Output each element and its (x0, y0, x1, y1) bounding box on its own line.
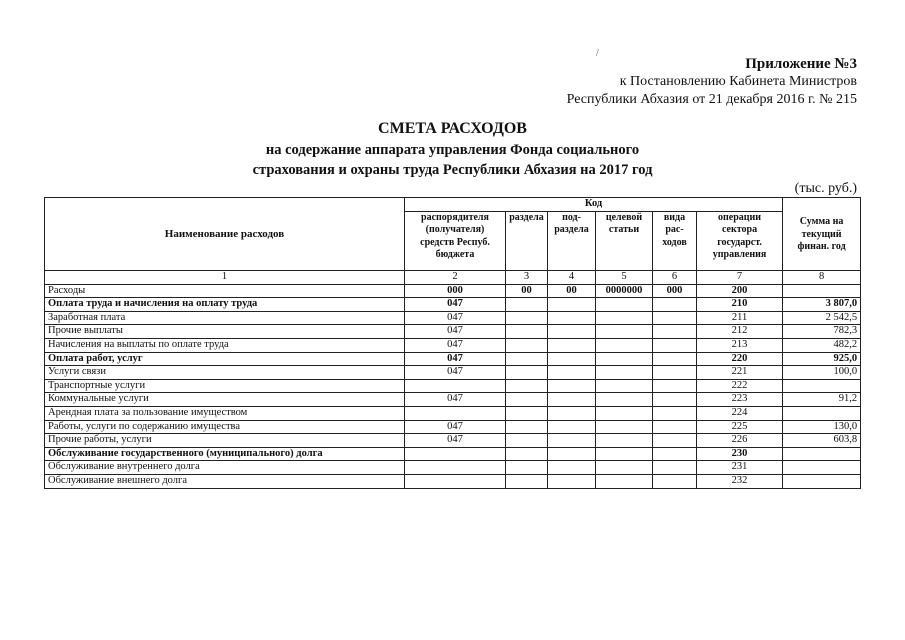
units-label: (тыс. руб.) (794, 181, 857, 196)
cell-subsection (548, 379, 596, 393)
cell-sum (783, 461, 861, 475)
cell-manager: 047 (405, 352, 506, 366)
cell-sum: 130,0 (783, 420, 861, 434)
cell-name: Транспортные услуги (45, 379, 405, 393)
cell-target (596, 366, 653, 380)
header-kind: вида рас-ходов (653, 211, 697, 271)
cell-operation: 230 (697, 447, 783, 461)
cell-sum (783, 284, 861, 298)
cell-operation: 232 (697, 475, 783, 489)
cell-name: Прочие работы, услуги (45, 434, 405, 448)
cell-sum: 100,0 (783, 366, 861, 380)
cell-kind: 000 (653, 284, 697, 298)
cell-name: Коммунальные услуги (45, 393, 405, 407)
cell-sum (783, 475, 861, 489)
cell-operation: 225 (697, 420, 783, 434)
cell-kind (653, 393, 697, 407)
cell-subsection (548, 352, 596, 366)
cell-operation: 223 (697, 393, 783, 407)
cell-subsection (548, 366, 596, 380)
header-operation: операции сектора государст. управления (697, 211, 783, 271)
cell-operation: 220 (697, 352, 783, 366)
cell-operation: 213 (697, 339, 783, 353)
annex-title: Приложение №3 (745, 56, 857, 72)
cell-sum: 91,2 (783, 393, 861, 407)
cell-manager: 047 (405, 339, 506, 353)
annex-line-2: Республики Абхазия от 21 декабря 2016 г. № 215 (566, 92, 857, 107)
cell-manager (405, 407, 506, 421)
col-number: 8 (783, 271, 861, 285)
cell-kind (653, 379, 697, 393)
cell-operation: 211 (697, 311, 783, 325)
header-sum-top (783, 198, 861, 212)
cell-sum: 3 807,0 (783, 298, 861, 312)
col-number: 4 (548, 271, 596, 285)
cell-kind (653, 366, 697, 380)
cell-target (596, 393, 653, 407)
cell-name: Оплата труда и начисления на оплату труда (45, 298, 405, 312)
table-row (45, 420, 861, 434)
col-number: 7 (697, 271, 783, 285)
cell-kind (653, 407, 697, 421)
cell-section (506, 475, 548, 489)
document-title: СМЕТА РАСХОДОВ (378, 120, 527, 137)
cell-sum (783, 407, 861, 421)
cell-manager: 000 (405, 284, 506, 298)
annex-block (567, 55, 857, 109)
table-row (45, 339, 861, 353)
cell-subsection (548, 407, 596, 421)
cell-subsection: 00 (548, 284, 596, 298)
cell-kind (653, 325, 697, 339)
cell-target (596, 434, 653, 448)
cell-operation: 231 (697, 461, 783, 475)
col-number: 5 (596, 271, 653, 285)
cell-subsection (548, 461, 596, 475)
header-manager: распорядителя (получателя) средств Респуб. бюджета (405, 211, 506, 271)
cell-operation: 212 (697, 325, 783, 339)
budget-table (44, 197, 861, 489)
cell-manager: 047 (405, 311, 506, 325)
cell-target (596, 475, 653, 489)
cell-kind (653, 298, 697, 312)
cell-subsection (548, 447, 596, 461)
pen-mark: / (596, 48, 599, 59)
cell-name: Оплата работ, услуг (45, 352, 405, 366)
cell-sum: 925,0 (783, 352, 861, 366)
cell-name: Арендная плата за пользование имуществом (45, 407, 405, 421)
cell-target (596, 325, 653, 339)
cell-manager (405, 379, 506, 393)
header-target: целевой статьи (596, 211, 653, 271)
col-number: 1 (45, 271, 405, 285)
cell-section (506, 298, 548, 312)
table-row (45, 379, 861, 393)
cell-target (596, 311, 653, 325)
cell-subsection (548, 434, 596, 448)
annex-line-1: к Постановлению Кабинета Министров (619, 74, 857, 89)
cell-manager (405, 447, 506, 461)
cell-section (506, 379, 548, 393)
cell-section (506, 352, 548, 366)
header-sum: Сумма на текущий финан. год (783, 211, 861, 271)
cell-section (506, 447, 548, 461)
header-section: раздела (506, 211, 548, 271)
cell-section (506, 339, 548, 353)
col-number: 6 (653, 271, 697, 285)
cell-target (596, 447, 653, 461)
cell-sum: 2 542,5 (783, 311, 861, 325)
cell-operation: 221 (697, 366, 783, 380)
table-row (45, 366, 861, 380)
cell-section (506, 420, 548, 434)
header-code: Код (405, 198, 783, 212)
cell-target (596, 339, 653, 353)
cell-section: 00 (506, 284, 548, 298)
table-row (45, 475, 861, 489)
cell-kind (653, 475, 697, 489)
cell-manager: 047 (405, 393, 506, 407)
cell-target (596, 379, 653, 393)
table-header-row (45, 198, 861, 212)
cell-manager: 047 (405, 420, 506, 434)
table-row (45, 393, 861, 407)
header-name: Наименование расходов (45, 198, 405, 271)
cell-kind (653, 339, 697, 353)
col-number: 3 (506, 271, 548, 285)
cell-kind (653, 434, 697, 448)
cell-name: Обслуживание внутреннего долга (45, 461, 405, 475)
cell-operation: 224 (697, 407, 783, 421)
document-heading (0, 118, 905, 180)
cell-target (596, 407, 653, 421)
cell-subsection (548, 475, 596, 489)
table-row (45, 434, 861, 448)
table-row (45, 325, 861, 339)
table-row (45, 298, 861, 312)
cell-sum: 603,8 (783, 434, 861, 448)
document-subtitle-1: на содержание аппарата управления Фонда социального (265, 142, 640, 158)
cell-subsection (548, 311, 596, 325)
table-row (45, 461, 861, 475)
cell-name: Начисления на выплаты по оплате труда (45, 339, 405, 353)
cell-sum: 482,2 (783, 339, 861, 353)
cell-target (596, 461, 653, 475)
header-subsection: под-раздела (548, 211, 596, 271)
cell-kind (653, 352, 697, 366)
cell-operation: 226 (697, 434, 783, 448)
document-subtitle-2: страхования и охраны труда Республики Абхазия на 2017 год (252, 162, 653, 178)
cell-manager (405, 461, 506, 475)
cell-kind (653, 420, 697, 434)
cell-sum (783, 379, 861, 393)
cell-name: Расходы (45, 284, 405, 298)
cell-section (506, 461, 548, 475)
cell-name: Прочие выплаты (45, 325, 405, 339)
cell-subsection (548, 393, 596, 407)
cell-manager: 047 (405, 434, 506, 448)
cell-section (506, 311, 548, 325)
cell-sum (783, 447, 861, 461)
cell-kind (653, 447, 697, 461)
cell-section (506, 325, 548, 339)
cell-section (506, 407, 548, 421)
cell-target (596, 298, 653, 312)
table-row (45, 407, 861, 421)
cell-name: Обслуживание внешнего долга (45, 475, 405, 489)
cell-manager (405, 475, 506, 489)
cell-section (506, 366, 548, 380)
cell-subsection (548, 339, 596, 353)
table-row (45, 447, 861, 461)
table-row (45, 352, 861, 366)
cell-subsection (548, 298, 596, 312)
col-number: 2 (405, 271, 506, 285)
cell-operation: 210 (697, 298, 783, 312)
cell-target (596, 352, 653, 366)
cell-manager: 047 (405, 325, 506, 339)
cell-name: Работы, услуги по содержанию имущества (45, 420, 405, 434)
cell-manager: 047 (405, 366, 506, 380)
cell-operation: 200 (697, 284, 783, 298)
cell-subsection (548, 325, 596, 339)
cell-target: 0000000 (596, 284, 653, 298)
cell-manager: 047 (405, 298, 506, 312)
cell-sum: 782,3 (783, 325, 861, 339)
table-row (45, 284, 861, 298)
table-row (45, 311, 861, 325)
column-number-row (45, 271, 861, 285)
cell-kind (653, 311, 697, 325)
cell-subsection (548, 420, 596, 434)
cell-section (506, 434, 548, 448)
cell-section (506, 393, 548, 407)
cell-operation: 222 (697, 379, 783, 393)
cell-name: Услуги связи (45, 366, 405, 380)
cell-target (596, 420, 653, 434)
cell-name: Обслуживание государственного (муниципального) долга (45, 447, 405, 461)
cell-name: Заработная плата (45, 311, 405, 325)
cell-kind (653, 461, 697, 475)
